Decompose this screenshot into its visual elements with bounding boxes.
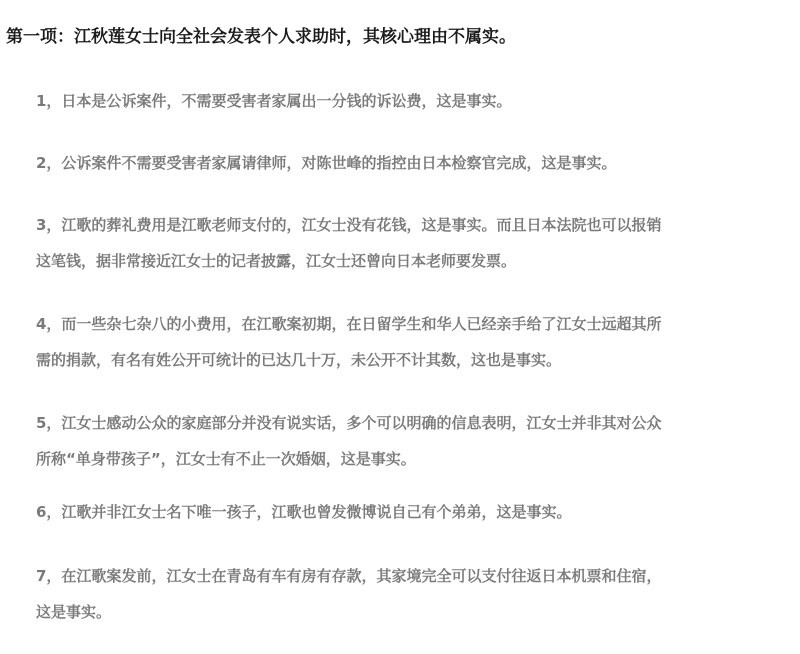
fact-item-7-line-1: 7，在江歌案发前，江女士在青岛有车有房有存款，其家境完全可以支付往返日本机票和住宿， [36,567,662,585]
fact-item-7 [36,558,786,630]
fact-item-5-line-2: 所称“单身带孩子”，江女士有不止一次婚姻，这是事实。 [36,450,416,468]
fact-item-5-line-1: 5，江女士感动公众的家庭部分并没有说实话，多个可以明确的信息表明，江女士并非其对公众 [36,414,662,432]
fact-item-2-line-1: 2，公诉案件不需要受害者家属请律师，对陈世峰的指控由日本检察官完成，这是事实。 [36,154,617,172]
fact-item-6-line-1: 6，江歌并非江女士名下唯一孩子，江歌也曾发微博说自己有个弟弟，这是事实。 [36,503,572,521]
fact-item-6 [36,494,786,530]
fact-item-4 [36,306,786,378]
fact-item-1-line-1: 1，日本是公诉案件，不需要受害者家属出一分钱的诉讼费，这是事实。 [36,92,512,110]
fact-item-2 [36,145,786,181]
fact-item-4-line-2: 需的捐款，有名有姓公开可统计的已达几十万，未公开不计其数，这也是事实。 [36,351,562,369]
fact-item-3 [36,207,786,279]
fact-item-5 [36,405,786,477]
fact-item-1 [36,83,786,119]
fact-item-4-line-1: 4，而一些杂七杂八的小费用，在江歌案初期，在日留学生和华人已经亲手给了江女士远超其所 [36,315,662,333]
article-heading: 第一项：江秋莲女士向全社会发表个人求助时，其核心理由不属实。 [6,27,516,47]
fact-item-3-line-2: 这笔钱，据非常接近江女士的记者披露，江女士还曾向日本老师要发票。 [36,252,517,270]
fact-item-7-line-2: 这是事实。 [36,603,112,621]
fact-item-3-line-1: 3，江歌的葬礼费用是江歌老师支付的，江女士没有花钱，这是事实。而且日本法院也可以报销 [36,216,662,234]
